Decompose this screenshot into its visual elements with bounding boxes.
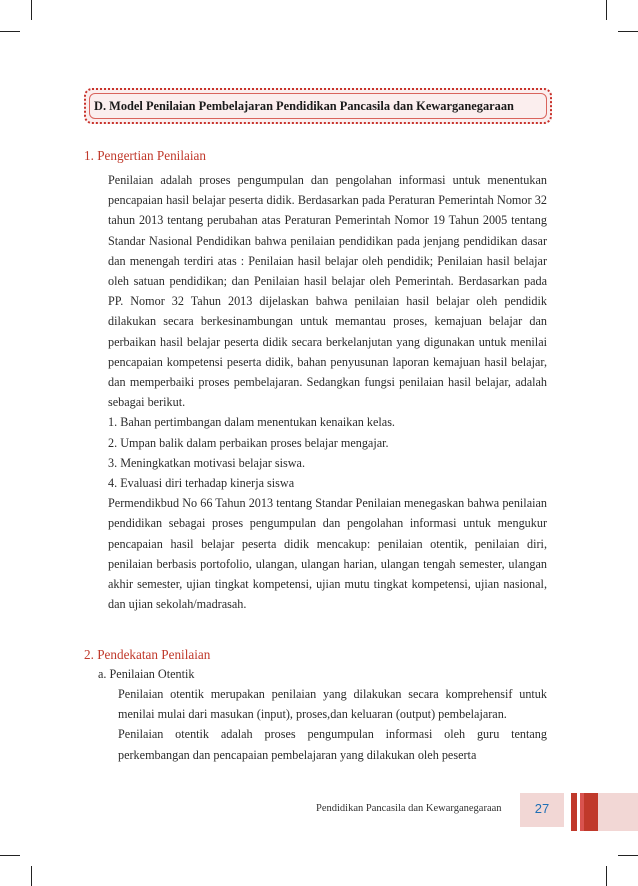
crop-mark-bl-v (31, 866, 32, 886)
footer-book-title: Pendidikan Pancasila dan Kewarganegaraan (316, 803, 502, 814)
crop-mark-br-v (606, 866, 607, 886)
paragraph-pengertian: Penilaian adalah proses pengumpulan dan pengolahan informasi untuk menentukan pencapaian hasil belajar peserta didik. Berdasarkan pada Peraturan Pemerintah Nomor 32 tahun 2013 tentang perubahan atas Peraturan Pemerintah Nomor 19 Tahun 2005 tentang Standar Nasional Pendidikan bahwa penilaian pendidikan pada jenjang pendidikan dasar dan menengah terdiri atas : Penilaian hasil belajar oleh pendidik; Penilaian hasil belajar oleh satuan pendidikan; dan Penilaian hasil belajar oleh Pemerintah. Berdasarkan pada PP. Nomor 32 Tahun 2013 dijelaskan bahwa penilaian hasil belajar oleh pendidik dilakukan secara berkesinambungan untuk memantau proses, kemajuan belajar dan perbaikan hasil belajar peserta didik secara berkelanjutan yang digunakan untuk menilai pencapaian kompetensi peserta didik, bahan penyusunan laporan kemajuan hasil belajar, dan memperbaiki proses pembelajaran. Sedangkan fungsi penilaian hasil belajar, adalah sebagai berikut. (108, 173, 547, 410)
list-item: 4. Evaluasi diri terhadap kinerja siswa (108, 476, 295, 491)
page-number: 27 (534, 801, 550, 816)
crop-mark-tl-v (31, 0, 32, 20)
page-number-box (520, 793, 564, 827)
section-title: D. Model Penilaian Pembelajaran Pendidikan Pancasila dan Kewarganegaraan (94, 98, 514, 113)
crop-mark-br-h (618, 855, 638, 856)
content-block-2 (118, 684, 547, 765)
list-item: 3. Meningkatkan motivasi belajar siswa. (108, 455, 305, 470)
crop-mark-tr-v (606, 0, 607, 20)
heading-pendekatan-penilaian: 2. Pendekatan Penilaian (84, 647, 211, 662)
footer-decor-bar (571, 793, 577, 831)
crop-mark-bl-h (0, 855, 20, 856)
heading-pengertian-penilaian: 1. Pengertian Penilaian (84, 148, 206, 163)
subheading-penilaian-otentik: a. Penilaian Otentik (98, 667, 195, 681)
section-header-box (84, 88, 552, 124)
crop-mark-tr-h (618, 31, 638, 32)
footer-decor-bar (584, 793, 598, 831)
list-item: 1. Bahan pertimbangan dalam menentukan kenaikan kelas. (108, 415, 395, 430)
list-item: 2. Umpan balik dalam perbaikan proses belajar mengajar. (108, 435, 389, 450)
paragraph-permendikbud: Permendikbud No 66 Tahun 2013 tentang Standar Penilaian menegaskan bahwa penilaian pendidikan sebagai proses pengumpulan dan pengolahan informasi untuk mengukur pencapaian hasil belajar peserta didik mencakup: penilaian otentik, penilaian diri, penilaian berbasis portofolio, ulangan, ulangan harian, ulangan tengah semester, ulangan akhir semester, ujian tingkat kompetensi, ujian mutu tingkat kompetensi, ujian nasional, dan ujian sekolah/madrasah. (108, 496, 547, 612)
footer-decor-band (598, 793, 638, 831)
content-block-1 (108, 170, 547, 614)
paragraph-otentik-proses: Penilaian otentik adalah proses pengumpulan informasi oleh guru tentang perkembangan dan pencapaian pembelajaran yang dilakukan oleh peserta (118, 727, 547, 762)
paragraph-otentik-definisi: Penilaian otentik merupakan penilaian yang dilakukan secara komprehensif untuk menilai mulai dari masukan (input), proses,dan keluaran (output) pembelajaran. (118, 687, 547, 722)
crop-mark-tl-h (0, 31, 20, 32)
